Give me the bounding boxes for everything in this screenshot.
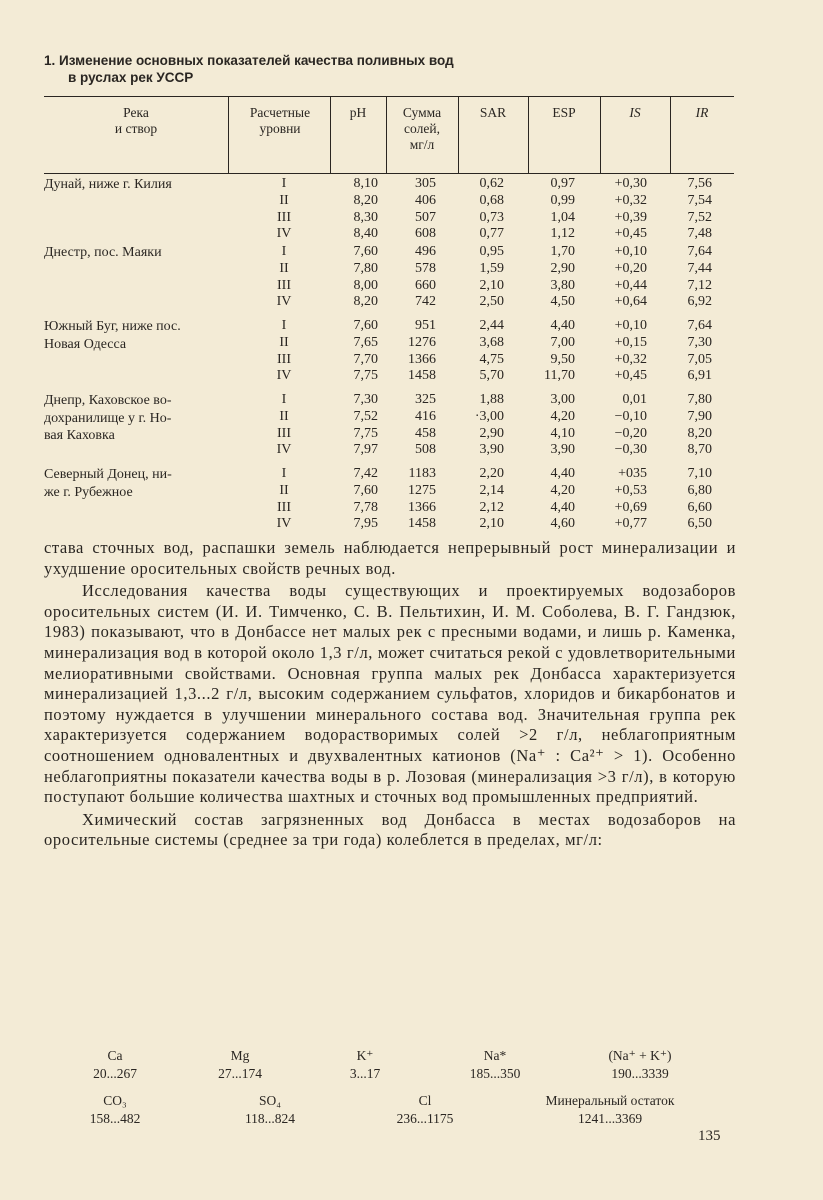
paragraph-3: Химический состав загрязненных вод Донбасса в местах водозаборов на оросительные системы (среднее за три года) колеблется в пределах, мг/л: — [44, 809, 736, 850]
table-caption — [44, 52, 604, 86]
table-cell: 6,60 — [687, 499, 712, 515]
table-cell: IV — [276, 442, 292, 458]
table-row — [44, 466, 734, 483]
table-cell: 458 — [415, 425, 436, 441]
table-cell: −0,10 — [614, 408, 647, 424]
table-cell: 7,80 — [687, 392, 712, 407]
table-cell: 4,20 — [550, 482, 575, 498]
table-cell: 8,10 — [353, 176, 378, 191]
header-river: Река и створ — [114, 105, 158, 136]
so4-range: 118...824 — [244, 1111, 296, 1126]
table-cell: +0,32 — [614, 351, 647, 367]
river-name-line: же г. Рубежное — [44, 484, 133, 500]
table-cell: 7,95 — [353, 516, 378, 532]
table-cell: 8,30 — [353, 209, 378, 225]
table-cell: 660 — [415, 277, 436, 293]
paragraph-2: Исследования качества воды существующих и проектируемых водозаборов оросительных систем (И. И. Тимченко, С. В. Пельтихин, И. М. Соболева, В. Г. Гандзюк, 1983) показывают, что в Донбассе нет малых рек с пресными водами, и лишь р. Каменка, минерализация вод в которой около 1,3 г/л, может считаться рекой с удовлетворительными мелиоративными свойствами. Основная группа малых рек Донбасса характеризуется минерализацией 1,3...2 г/л, высоким содержанием сульфатов, хлоридов и бикарбонатов и поэтому нуждается в улучшении минерального состава вод. Значительная группа рек характеризуется содержанием водорастворимых солей >2 г/л, неблагоприятным соотношением одновалентных и двухвалентных катионов (Na⁺ : Ca²⁺ > 1). Особенно неблагоприятны показатели качества воды в р. Лозовая (минерализация >3 г/л), в которую поступают большие количества шахтных и сточных вод промышленных предприятий. — [44, 581, 736, 807]
table-row — [44, 318, 734, 335]
table-cell: 7,65 — [353, 334, 378, 350]
table-cell: 7,44 — [687, 260, 712, 276]
table-cell: 1458 — [408, 368, 436, 384]
table-cell: 742 — [415, 294, 436, 310]
table-row — [44, 278, 734, 295]
table-cell: 951 — [415, 318, 436, 333]
table-cell: 7,64 — [687, 244, 712, 259]
table-cell: 7,56 — [687, 176, 712, 191]
table-cell: 9,50 — [550, 351, 575, 367]
table-cell: 1458 — [408, 516, 436, 532]
table-cell: IV — [276, 368, 292, 384]
co3-label: CO₃ — [103, 1093, 127, 1108]
table-cell: III — [277, 277, 291, 293]
table-cell: 5,70 — [479, 368, 504, 384]
ca-range: 20...267 — [93, 1066, 137, 1081]
table-cell: 0,97 — [550, 176, 575, 191]
table-cell: 2,10 — [479, 516, 504, 532]
cl-range: 236...1175 — [396, 1111, 454, 1126]
table-cell: I — [281, 176, 287, 191]
table-cell: III — [277, 209, 291, 225]
table-cell: 7,75 — [353, 425, 378, 441]
table-cell: 7,75 — [353, 368, 378, 384]
table-cell: 508 — [415, 442, 436, 458]
table-cell: 2,44 — [479, 318, 504, 333]
table-cell: I — [281, 466, 287, 481]
table-cell: +0,20 — [614, 260, 647, 276]
table-cell: II — [279, 260, 289, 276]
mineral-residue-range: 1241...3369 — [577, 1111, 643, 1126]
table-cell: 496 — [415, 244, 436, 259]
table-cell: 7,54 — [687, 192, 712, 208]
table-cell: 305 — [415, 176, 436, 191]
table-cell: 3,00 — [550, 392, 575, 407]
table-cell: 6,91 — [687, 368, 712, 384]
table-cell: 507 — [415, 209, 436, 225]
table-cell: II — [279, 334, 289, 350]
table-cell: 8,00 — [353, 277, 378, 293]
table-cell: 608 — [415, 226, 436, 242]
co3-range: 158...482 — [89, 1111, 141, 1126]
k-range: 3...17 — [349, 1066, 381, 1081]
table-cell: 1,70 — [550, 244, 575, 259]
table-cell: 1,88 — [479, 392, 504, 407]
table-row — [44, 392, 734, 409]
river-name-line: Дунай, ниже г. Килия — [44, 177, 172, 192]
table-cell: 4,50 — [550, 294, 575, 310]
table-cell: 2,50 — [479, 294, 504, 310]
table-cell: 1366 — [408, 499, 436, 515]
table-cell: 6,80 — [687, 482, 712, 498]
header-is: IS — [629, 105, 641, 120]
table-cell: 2,90 — [550, 260, 575, 276]
table-cell: 8,40 — [353, 226, 378, 242]
table-cell: 325 — [415, 392, 436, 407]
table-cell: 7,97 — [353, 442, 378, 458]
table-cell: 3,90 — [479, 442, 504, 458]
table-cell: 8,70 — [687, 442, 712, 458]
table-cell: ·3,00 — [474, 408, 504, 424]
paragraph-1: става сточных вод, распашки земель наблюдается непрерывный рост минерализации и ухудшение оросительных свойств речных вод. — [44, 538, 736, 578]
table-cell: 0,77 — [479, 226, 504, 242]
table-cell: 4,40 — [550, 499, 575, 515]
table-row — [44, 483, 734, 500]
table-cell: 7,64 — [687, 318, 712, 333]
table-cell: III — [277, 351, 291, 367]
river-name-line: Днестр, пос. Маяки — [44, 245, 162, 260]
table-cell: 8,20 — [687, 425, 712, 441]
header-sar: SAR — [479, 105, 507, 120]
table-cell: 4,60 — [550, 516, 575, 532]
mineral-residue-label: Минеральный остаток — [545, 1093, 675, 1108]
table-cell: −0,20 — [614, 425, 647, 441]
table-cell: 6,92 — [687, 294, 712, 310]
table-cell: 1275 — [408, 482, 436, 498]
header-ir: IR — [695, 105, 709, 120]
river-name-line: Южный Буг, ниже пос. — [44, 319, 181, 334]
na-range: 185...350 — [469, 1066, 521, 1081]
table-cell: 6,50 — [687, 516, 712, 532]
na-k-range: 190...3339 — [611, 1066, 669, 1081]
table-cell: 2,10 — [479, 277, 504, 293]
table-cell: III — [277, 499, 291, 515]
table-row — [44, 352, 734, 369]
table-row — [44, 193, 734, 210]
mg-range: 27...174 — [218, 1066, 262, 1081]
table-cell: 7,30 — [687, 334, 712, 350]
table-row — [44, 176, 734, 193]
table-cell: 7,80 — [353, 260, 378, 276]
table-cell: 7,70 — [353, 351, 378, 367]
table-row — [44, 368, 734, 385]
table-cell: 7,10 — [687, 466, 712, 481]
header-salts: Сумма солей, мг/л — [402, 105, 442, 152]
table-cell: I — [281, 244, 287, 259]
table-cell: +0,10 — [614, 318, 647, 333]
table-cell: 8,20 — [353, 192, 378, 208]
table-header — [44, 96, 734, 174]
table-row — [44, 294, 734, 311]
table-cell: 1276 — [408, 334, 436, 350]
table-cell: +0,10 — [614, 244, 647, 259]
table-cell: 7,48 — [687, 226, 712, 242]
table-row — [44, 442, 734, 459]
table-cell: II — [279, 192, 289, 208]
so4-label: SO₄ — [259, 1093, 281, 1108]
river-name-line: дохранилище у г. Но- — [44, 410, 172, 426]
table-cell: I — [281, 392, 287, 407]
table-cell: 7,05 — [687, 351, 712, 367]
table-cell: 2,20 — [479, 466, 504, 481]
table-cell: 1183 — [408, 466, 436, 481]
table-cell: 0,68 — [479, 192, 504, 208]
table-cell: +0,39 — [614, 209, 647, 225]
table-cell: IV — [276, 226, 292, 242]
table-cell: +035 — [618, 466, 647, 481]
caption-line-2: в руслах рек УССР — [68, 70, 194, 85]
table-cell: III — [277, 425, 291, 441]
table-row — [44, 426, 734, 443]
table-cell: 1,04 — [550, 209, 575, 225]
table-cell: II — [279, 482, 289, 498]
river-name-line: вая Каховка — [44, 428, 115, 443]
table-cell: 3,90 — [550, 442, 575, 458]
table-cell: IV — [276, 516, 292, 532]
table-cell: 4,75 — [479, 351, 504, 367]
table-row — [44, 210, 734, 227]
table-cell: 7,90 — [687, 408, 712, 424]
table-cell: 3,68 — [479, 334, 504, 350]
table-row — [44, 500, 734, 517]
table-cell: 7,60 — [353, 482, 378, 498]
table-cell: 0,62 — [479, 176, 504, 191]
table-row — [44, 244, 734, 261]
header-levels: Расчетные уровни — [249, 105, 311, 136]
caption-line-1: 1. Изменение основных показателей качества поливных вод — [44, 53, 454, 68]
table-cell: 7,78 — [353, 499, 378, 515]
table-cell: 2,14 — [479, 482, 504, 498]
ca-label: Ca — [107, 1048, 123, 1063]
table-cell: II — [279, 408, 289, 424]
table-cell: 7,52 — [687, 209, 712, 225]
table-cell: +0,45 — [614, 226, 647, 242]
table-cell: +0,45 — [614, 368, 647, 384]
table-cell: +0,44 — [614, 277, 647, 293]
table-cell: 3,80 — [550, 277, 575, 293]
table-cell: 1366 — [408, 351, 436, 367]
cl-label: Cl — [418, 1093, 432, 1108]
table-cell: 1,12 — [550, 226, 575, 242]
table-cell: 4,20 — [550, 408, 575, 424]
table-cell: 406 — [415, 192, 436, 208]
table-cell: I — [281, 318, 287, 333]
table-row — [44, 516, 734, 533]
table-cell: +0,32 — [614, 192, 647, 208]
table-cell: 578 — [415, 260, 436, 276]
river-name-line: Северный Донец, ни- — [44, 467, 172, 482]
table-cell: 7,12 — [687, 277, 712, 293]
k-label: K⁺ — [356, 1048, 374, 1063]
table-cell: 416 — [415, 408, 436, 424]
table-cell: 7,52 — [353, 408, 378, 424]
table-cell: +0,69 — [614, 499, 647, 515]
table-cell: −0,30 — [614, 442, 647, 458]
table-cell: 0,99 — [550, 192, 575, 208]
table-cell: 4,40 — [550, 318, 575, 333]
header-ph: pH — [349, 105, 367, 120]
table-cell: +0,64 — [614, 294, 647, 310]
table-cell: 7,60 — [353, 318, 378, 333]
table-cell: 7,42 — [353, 466, 378, 481]
table-cell: +0,53 — [614, 482, 647, 498]
river-name-line: Днепр, Каховское во- — [44, 393, 172, 408]
mg-label: Mg — [230, 1048, 250, 1063]
table-cell: +0,15 — [614, 334, 647, 350]
table-cell: 1,59 — [479, 260, 504, 276]
table-row — [44, 335, 734, 352]
table-cell: 11,70 — [544, 368, 575, 384]
table-cell: 7,00 — [550, 334, 575, 350]
na-k-label: (Na⁺ + K⁺) — [608, 1048, 672, 1063]
table-cell: 4,10 — [550, 425, 575, 441]
table-row — [44, 409, 734, 426]
body-text — [44, 538, 736, 851]
table-cell: 2,90 — [479, 425, 504, 441]
table-cell: 0,95 — [479, 244, 504, 259]
table-cell: 8,20 — [353, 294, 378, 310]
table-cell: +0,77 — [614, 516, 647, 532]
table-cell: +0,30 — [614, 176, 647, 191]
table-row — [44, 261, 734, 278]
table-cell: IV — [276, 294, 292, 310]
na-label: Na* — [483, 1048, 507, 1063]
table-cell: 4,40 — [550, 466, 575, 481]
table-cell: 7,30 — [353, 392, 378, 407]
table-row — [44, 226, 734, 243]
table-cell: 0,73 — [479, 209, 504, 225]
page-number: 135 — [698, 1128, 721, 1144]
table-cell: 7,60 — [353, 244, 378, 259]
table-cell: 0,01 — [622, 392, 647, 407]
header-esp: ESP — [552, 105, 576, 120]
table-cell: 2,12 — [479, 499, 504, 515]
river-name-line: Новая Одесса — [44, 336, 127, 352]
